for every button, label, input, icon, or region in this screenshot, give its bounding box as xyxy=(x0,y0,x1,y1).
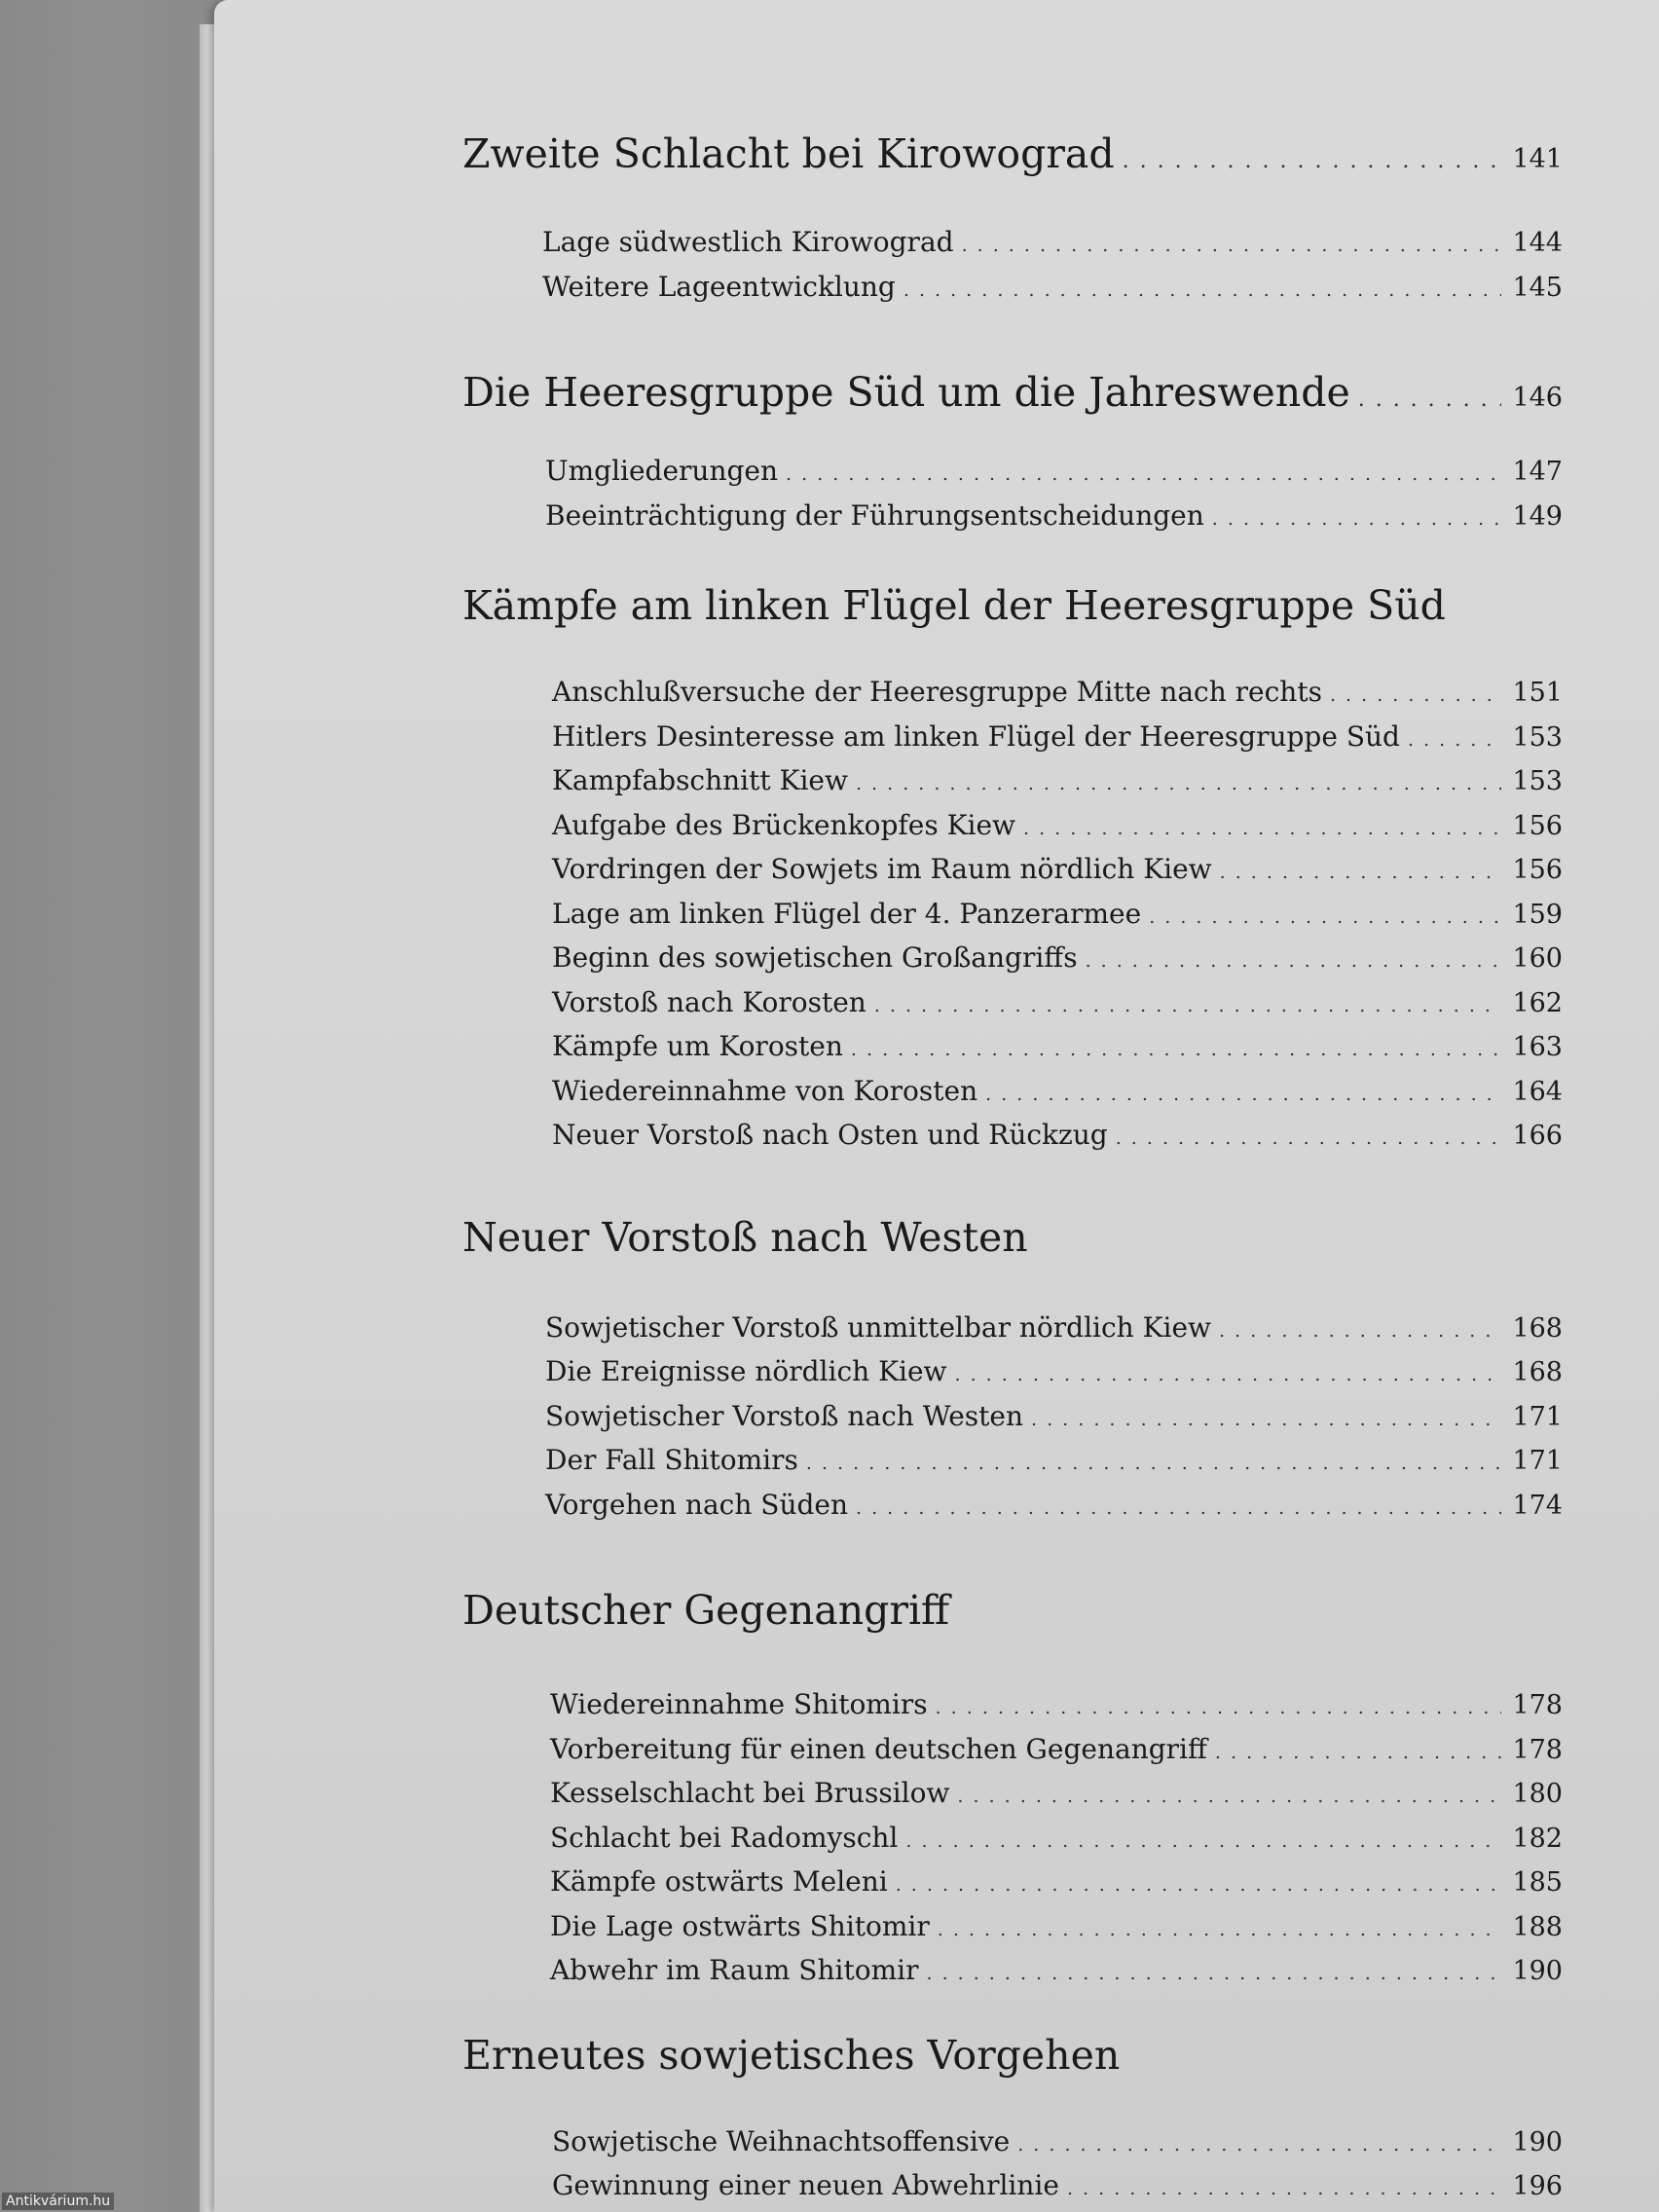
dot-leader xyxy=(896,1865,1501,1906)
dot-leader xyxy=(1123,134,1501,189)
dot-leader xyxy=(1215,1733,1501,1774)
toc-section xyxy=(462,1583,1563,1995)
table-of-contents xyxy=(462,127,1563,2210)
dot-leader xyxy=(1330,676,1501,717)
entry-title: Die Ereignisse nördlich Kiew xyxy=(545,1355,947,1387)
entry-page-number: 162 xyxy=(1512,987,1563,1018)
section-page-number: 146 xyxy=(1512,383,1563,413)
section-title: Zweite Schlacht bei Kirowograd xyxy=(462,130,1115,177)
entry-page-number: 178 xyxy=(1512,1690,1563,1720)
entry-title: Die Lage ostwärts Shitomir xyxy=(550,1909,930,1942)
entry-title: Gewinnung einer neuen Abwehrlinie xyxy=(552,2169,1059,2201)
entry-title: Wiedereinnahme von Korosten xyxy=(552,1074,978,1107)
dot-leader xyxy=(936,1688,1501,1729)
dot-leader xyxy=(1116,1119,1501,1160)
toc-entry xyxy=(545,496,1563,540)
entry-page-number: 149 xyxy=(1512,500,1563,532)
entry-page-number: 190 xyxy=(1512,1956,1563,1986)
dot-leader xyxy=(985,1075,1501,1116)
dot-leader xyxy=(1219,1311,1501,1352)
toc-entry xyxy=(550,1729,1563,1774)
entry-title: Sowjetische Weihnachtsoffensive xyxy=(552,2124,1011,2157)
toc-entry xyxy=(552,1115,1563,1160)
entry-page-number: 156 xyxy=(1512,810,1563,841)
background-surface xyxy=(0,0,209,2212)
toc-section xyxy=(462,2028,1563,2210)
section-heading xyxy=(462,578,1563,633)
entry-title: Lage am linken Flügel der 4. Panzerarmee xyxy=(552,897,1142,930)
section-heading xyxy=(462,127,1563,189)
entry-title: Vorgehen nach Süden xyxy=(545,1488,849,1521)
toc-entry xyxy=(552,982,1563,1027)
entry-title: Neuer Vorstoß nach Osten und Rückzug xyxy=(552,1119,1108,1151)
entry-page-number: 156 xyxy=(1512,855,1563,885)
entry-page-number: 178 xyxy=(1512,1734,1563,1765)
entry-page-number: 174 xyxy=(1512,1490,1563,1521)
entry-title: Schlacht bei Radomyschl xyxy=(550,1821,899,1854)
section-title: Erneutes sowjetisches Vorgehen xyxy=(462,2031,1121,2079)
toc-entry xyxy=(550,1950,1563,1995)
section-title: Deutscher Gegenangriff xyxy=(462,1587,950,1634)
dot-leader xyxy=(957,1777,1501,1818)
dot-leader xyxy=(962,226,1501,267)
dot-leader xyxy=(926,1954,1501,1995)
section-title: Neuer Vorstoß nach Westen xyxy=(462,1213,1028,1261)
section-entries xyxy=(545,451,1563,539)
dot-leader xyxy=(938,1910,1501,1951)
toc-entry xyxy=(550,1906,1563,1951)
toc-entry xyxy=(545,451,1563,496)
entry-page-number: 147 xyxy=(1512,457,1563,487)
entry-page-number: 159 xyxy=(1512,899,1563,930)
entry-page-number: 168 xyxy=(1512,1357,1563,1387)
dot-leader xyxy=(851,1030,1501,1071)
toc-entry xyxy=(545,1396,1563,1441)
dot-leader xyxy=(1031,1400,1501,1441)
dot-leader xyxy=(905,1822,1501,1862)
entry-page-number: 171 xyxy=(1512,1401,1563,1432)
toc-entry xyxy=(552,2165,1563,2210)
entry-page-number: 168 xyxy=(1512,1312,1563,1344)
toc-entry xyxy=(552,938,1563,982)
dot-leader xyxy=(874,986,1501,1027)
dot-leader xyxy=(1220,853,1501,894)
dot-leader xyxy=(1067,2169,1501,2210)
toc-entry xyxy=(545,1308,1563,1352)
toc-entry xyxy=(545,1440,1563,1485)
section-heading xyxy=(462,365,1563,427)
dot-leader xyxy=(954,1355,1501,1396)
section-entries xyxy=(550,1684,1563,1995)
dot-leader xyxy=(1358,373,1501,427)
entry-page-number: 144 xyxy=(1512,228,1563,258)
entry-title: Kesselschlacht bei Brussilow xyxy=(550,1777,950,1809)
dot-leader xyxy=(1023,809,1501,850)
entry-page-number: 153 xyxy=(1512,766,1563,796)
dot-leader xyxy=(1086,941,1501,982)
entry-page-number: 160 xyxy=(1512,943,1563,974)
toc-entry xyxy=(552,805,1563,850)
dot-leader xyxy=(1017,2125,1501,2166)
toc-entry xyxy=(542,222,1563,267)
entry-title: Der Fall Shitomirs xyxy=(545,1444,798,1476)
dot-leader xyxy=(856,764,1501,805)
toc-entry xyxy=(545,1485,1563,1530)
entry-page-number: 166 xyxy=(1512,1121,1563,1151)
entry-page-number: 145 xyxy=(1512,272,1563,303)
entry-page-number: 163 xyxy=(1512,1032,1563,1062)
section-entries xyxy=(542,222,1563,311)
toc-entry xyxy=(552,2121,1563,2166)
toc-entry xyxy=(542,267,1563,312)
toc-entry xyxy=(552,1071,1563,1116)
entry-page-number: 171 xyxy=(1512,1446,1563,1476)
entry-title: Hitlers Desinteresse am linken Flügel der Heeresgruppe Süd xyxy=(552,719,1400,753)
entry-page-number: 182 xyxy=(1512,1823,1563,1854)
toc-entry xyxy=(552,849,1563,894)
section-entries xyxy=(552,2121,1563,2210)
dot-leader xyxy=(806,1444,1501,1485)
dot-leader xyxy=(903,271,1501,312)
section-entries xyxy=(545,1308,1563,1530)
dot-leader xyxy=(1149,898,1501,939)
entry-page-number: 185 xyxy=(1512,1867,1563,1898)
toc-entry xyxy=(552,1026,1563,1071)
dot-leader xyxy=(1408,720,1501,761)
section-title: Kämpfe am linken Flügel der Heeresgruppe Süd xyxy=(462,582,1446,629)
entry-page-number: 151 xyxy=(1512,678,1563,708)
toc-section xyxy=(462,1210,1563,1530)
watermark: Antikvárium.hu xyxy=(2,2193,114,2210)
dot-leader xyxy=(1212,499,1501,540)
toc-entry xyxy=(552,717,1563,761)
entry-page-number: 164 xyxy=(1512,1076,1563,1107)
toc-section xyxy=(462,365,1563,539)
toc-entry xyxy=(550,1684,1563,1729)
entry-title: Abwehr im Raum Shitomir xyxy=(550,1954,919,1986)
toc-section xyxy=(462,127,1563,311)
entry-title: Kämpfe um Korosten xyxy=(552,1030,843,1062)
toc-entry xyxy=(552,672,1563,717)
entry-title: Wiedereinnahme Shitomirs xyxy=(550,1688,928,1720)
section-heading xyxy=(462,2028,1563,2083)
section-heading xyxy=(462,1210,1563,1265)
entry-title: Beeinträchtigung der Führungsentscheidungen xyxy=(545,498,1204,532)
entry-title: Anschlußversuche der Heeresgruppe Mitte nach rechts xyxy=(552,676,1322,708)
entry-page-number: 153 xyxy=(1512,721,1563,753)
toc-entry xyxy=(550,1818,1563,1862)
entry-title: Kämpfe ostwärts Meleni xyxy=(550,1865,888,1898)
toc-entry xyxy=(550,1862,1563,1906)
entry-title: Weitere Lageentwicklung xyxy=(542,270,896,303)
section-page-number: 141 xyxy=(1512,144,1563,174)
entry-title: Vordringen der Sowjets im Raum nördlich Kiew xyxy=(552,853,1212,885)
entry-title: Sowjetischer Vorstoß nach Westen xyxy=(545,1399,1024,1432)
entry-title: Lage südwestlich Kirowograd xyxy=(542,226,954,258)
toc-section xyxy=(462,578,1563,1160)
dot-leader xyxy=(786,455,1501,496)
section-heading xyxy=(462,1583,1563,1638)
entry-page-number: 188 xyxy=(1512,1911,1563,1942)
entry-page-number: 196 xyxy=(1512,2171,1563,2201)
entry-title: Umgliederungen xyxy=(545,455,779,487)
toc-entry xyxy=(552,760,1563,805)
section-title: Die Heeresgruppe Süd um die Jahreswende xyxy=(462,369,1350,416)
section-entries xyxy=(552,672,1563,1160)
entry-page-number: 180 xyxy=(1512,1779,1563,1809)
dot-leader xyxy=(856,1489,1501,1530)
entry-title: Beginn des sowjetischen Großangriffs xyxy=(552,941,1078,974)
entry-title: Aufgabe des Brückenkopfes Kiew xyxy=(552,808,1015,841)
entry-title: Kampfabschnitt Kiew xyxy=(552,764,848,796)
toc-entry xyxy=(552,894,1563,939)
entry-page-number: 190 xyxy=(1512,2126,1563,2157)
toc-entry xyxy=(550,1773,1563,1818)
entry-title: Sowjetischer Vorstoß unmittelbar nördlich Kiew xyxy=(545,1310,1212,1344)
entry-title: Vorstoß nach Korosten xyxy=(552,985,866,1018)
entry-title: Vorbereitung für einen deutschen Gegenangriff xyxy=(550,1732,1207,1765)
toc-entry xyxy=(545,1351,1563,1396)
